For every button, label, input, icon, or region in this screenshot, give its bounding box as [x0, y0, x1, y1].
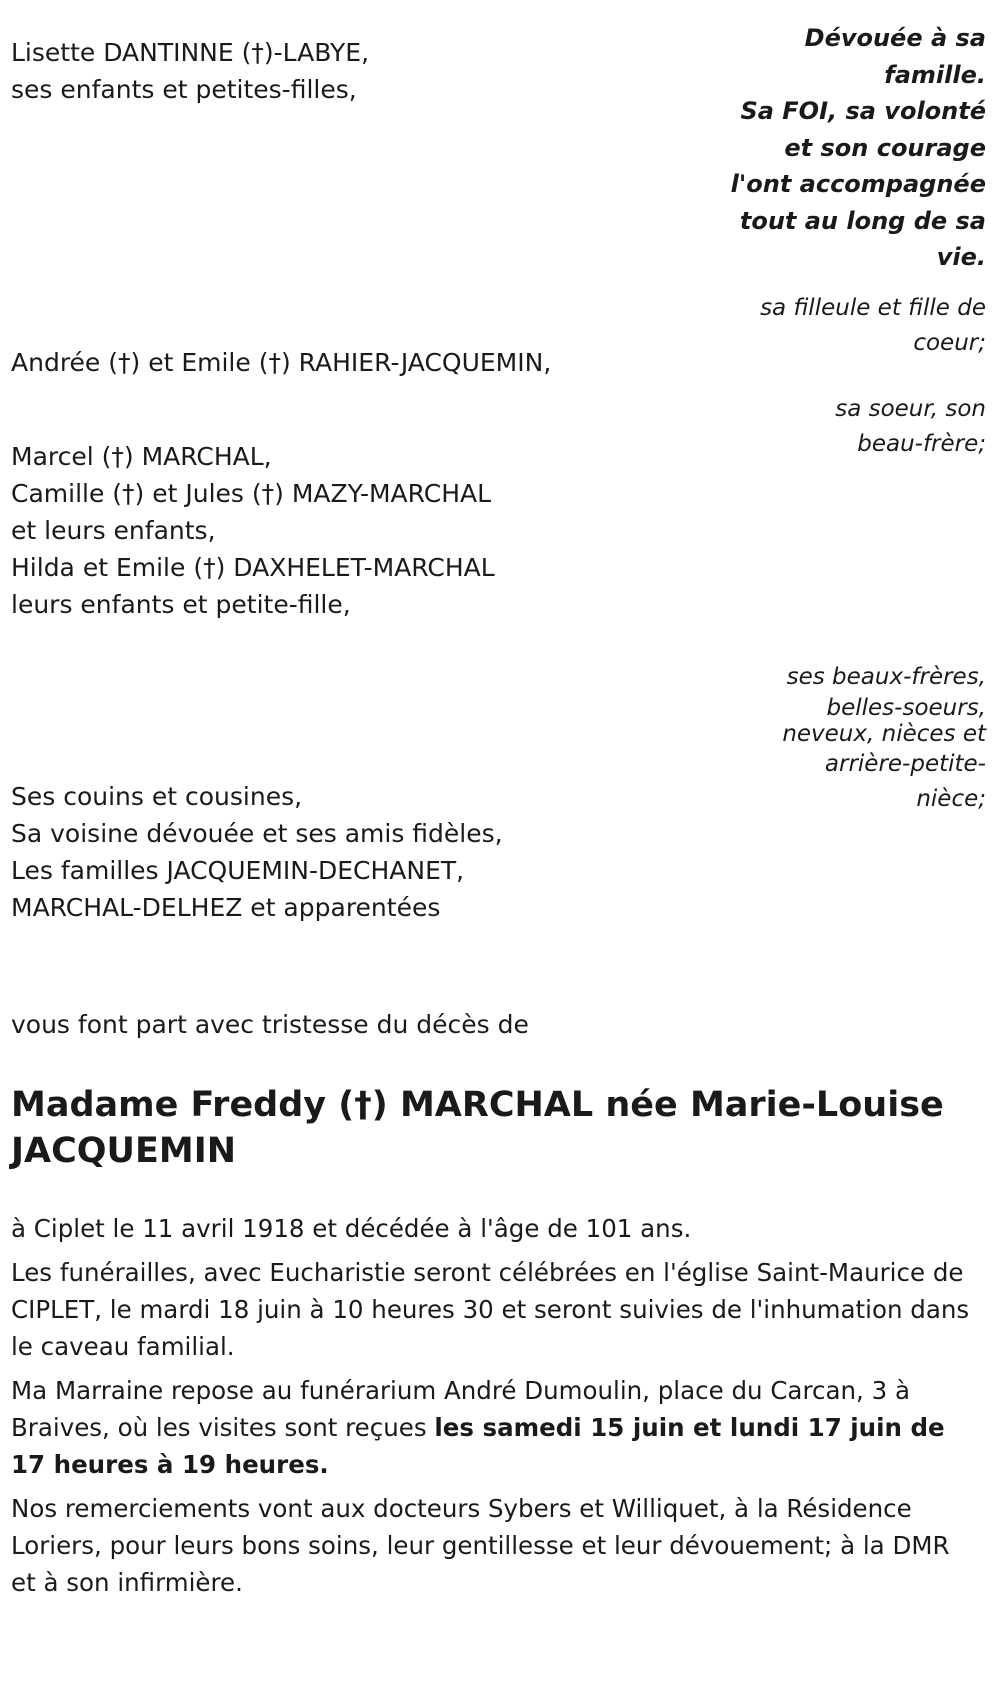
- family-line: et leurs enfants,: [11, 516, 216, 545]
- family-line: Camille (†) et Jules (†) MAZY-MARCHAL: [11, 479, 492, 508]
- family-line: Marcel (†) MARCHAL,: [11, 442, 272, 471]
- family-line: Les familles JACQUEMIN-DECHANET,: [11, 856, 465, 885]
- visitation-hours: les samedi 15 juin et lundi 17 juin de 17 heures à 19 heures.: [11, 1413, 945, 1479]
- announcement-line: vous font part avec tristesse du décès de: [11, 1010, 529, 1039]
- visitation-text: Ma Marraine repose au funérarium André Dumoulin, place du Carcan, 3 à Braives, où les visites sont reçues: [11, 1376, 910, 1442]
- deceased-name: Madame Freddy (†) MARCHAL née Marie-Louise JACQUEMIN: [11, 1085, 944, 1171]
- relation-note-goddaughter: [726, 291, 986, 361]
- relation-line: sa soeur, son: [835, 396, 986, 422]
- family-line: Ses couins et cousines,: [11, 782, 303, 811]
- family-line: MARCHAL-DELHEZ et apparentées: [11, 893, 441, 922]
- relation-line: sa filleule et fille de: [760, 295, 986, 321]
- family-line: Lisette DANTINNE (†)-LABYE,: [11, 38, 370, 67]
- tribute-line: tout au long de sa: [739, 206, 986, 235]
- tribute-line: Sa FOI, sa volonté: [740, 97, 986, 125]
- tribute-line: Dévouée à sa: [804, 24, 986, 52]
- family-line: Andrée (†) et Emile (†) RAHIER-JACQUEMIN,: [11, 348, 552, 377]
- birth-line: à Ciplet le 11 avril 1918 et décédée à l'âge de 101 ans.: [11, 1214, 692, 1243]
- relation-line: arrière-petite-: [824, 751, 986, 777]
- family-line: Sa voisine dévouée et ses amis fidèles,: [11, 819, 503, 848]
- relation-note-in-laws: [726, 660, 986, 817]
- thanks-paragraph: Nos remerciements vont aux docteurs Sybers et Williquet, à la Résidence Loriers, pour leurs bons soins, leur gentillesse et leur dévouement; à la DMR et à son infirmière.: [11, 1494, 950, 1597]
- family-block-cousins: [11, 778, 503, 926]
- family-line: Hilda et Emile (†) DAXHELET-MARCHAL: [11, 553, 495, 582]
- relation-line: coeur;: [913, 330, 986, 356]
- tribute-quote: [726, 20, 986, 276]
- funeral-paragraph: Les funérailles, avec Eucharistie seront célébrées en l'église Saint-Maurice de CIPLET, le mardi 18 juin à 10 heures 30 et seront suivies de l'inhumation dans le caveau familial.: [11, 1258, 970, 1361]
- family-block-labye: [11, 34, 369, 108]
- tribute-line: vie.: [936, 243, 986, 271]
- relation-line: beau-frère;: [857, 431, 986, 457]
- family-block-marchal: [11, 438, 495, 623]
- family-line: leurs enfants et petite-fille,: [11, 590, 351, 619]
- relation-note-sister: [726, 392, 986, 462]
- tribute-line: et son courage: [784, 133, 986, 162]
- relation-line: ses beaux-frères,: [786, 664, 986, 690]
- family-block-rahier: [11, 344, 551, 381]
- visitation-paragraph: [11, 1372, 981, 1483]
- tribute-line: l'ont accompagnée: [730, 170, 986, 198]
- relation-line: belles-soeurs,: [826, 695, 986, 721]
- relation-line: neveux, nièces et: [782, 721, 986, 747]
- relation-line: nièce;: [916, 786, 986, 812]
- tribute-line: famille.: [884, 60, 986, 89]
- family-line: ses enfants et petites-filles,: [11, 75, 357, 104]
